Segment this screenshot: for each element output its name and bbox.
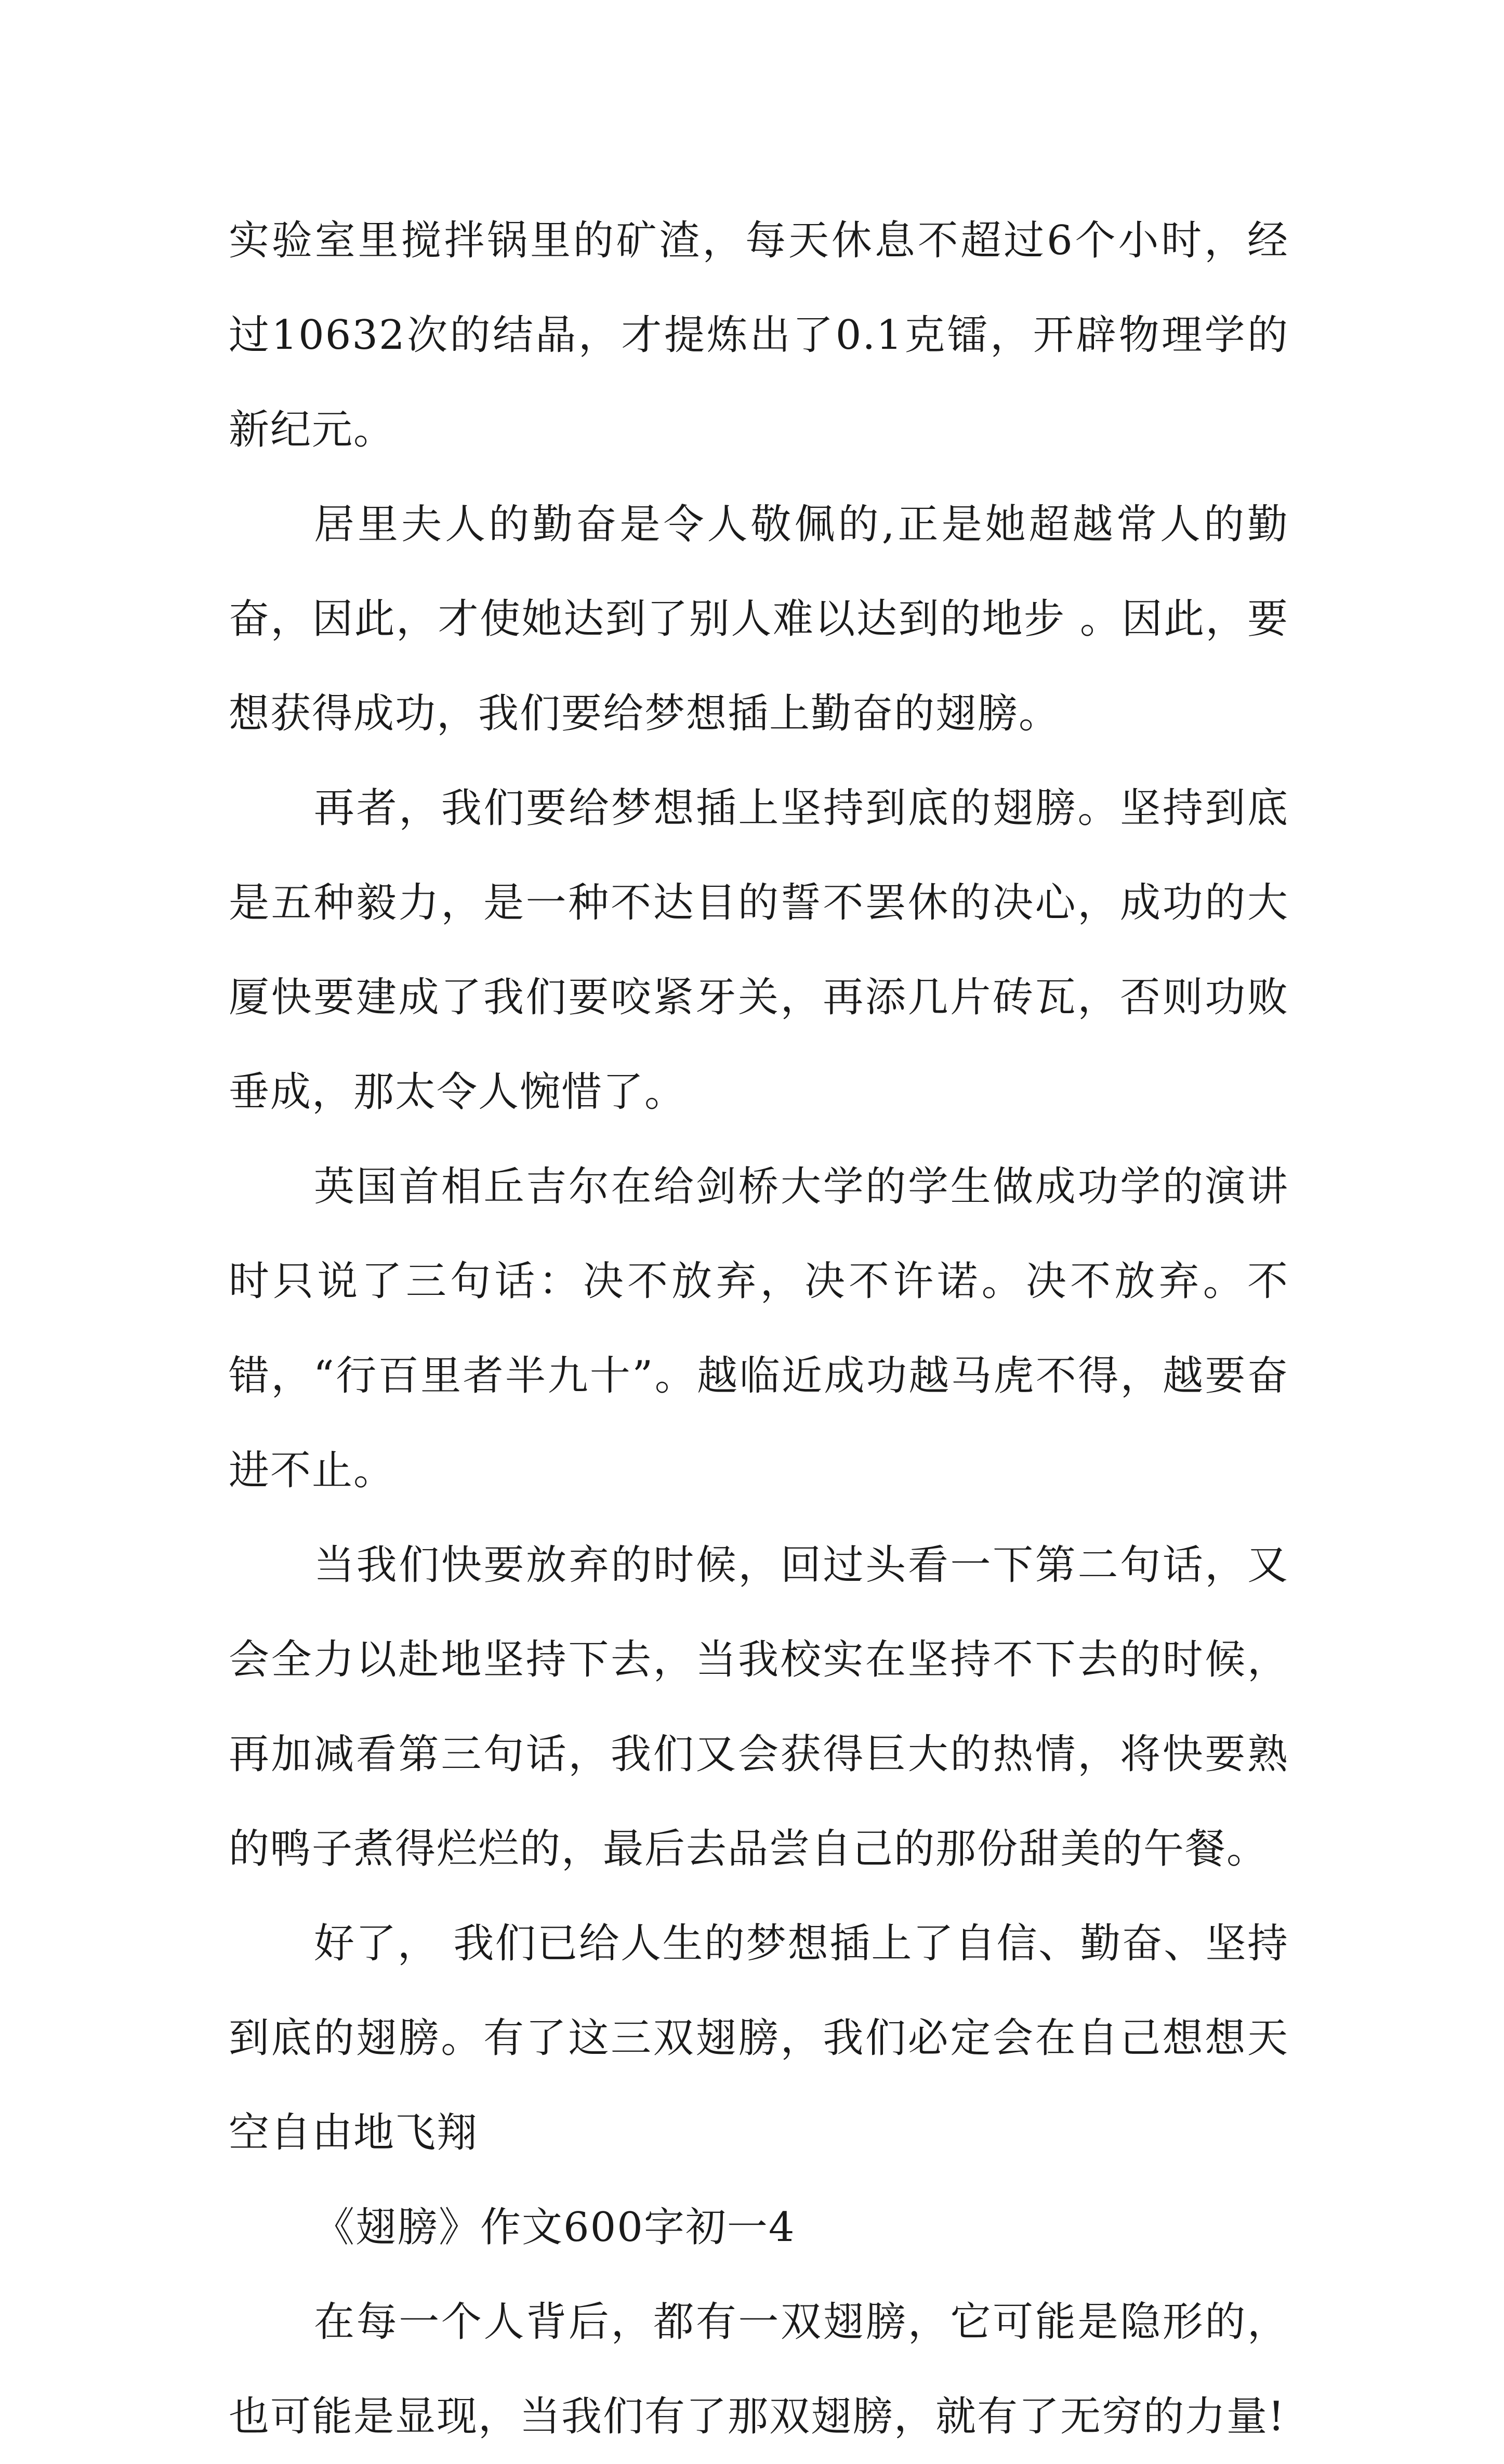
paragraph-continuation: 实验室里搅拌锅里的矿渣，每天休息不超过6个小时，经过10632次的结晶，才提炼出了0.1克镭，开辟物理学的新纪元。 [229, 217, 1289, 453]
paragraph: 当我们快要放弃的时候，回过头看一下第二句话，又会全力以赴地坚持下去，当我校实在坚持不下去的时候，再加减看第三句话，我们又会获得巨大的热情，将快要熟的鸭子煮得烂烂的，最后去品尝自己的那份甜美的午餐。 [229, 1542, 1289, 1872]
paragraph: 在每一个人背后，都有一双翅膀，它可能是隐形的，也可能是显现，当我们有了那双翅膀，就有了无穷的力量! [229, 2299, 1289, 2440]
section-heading: 《翅膀》作文600字初一4 [314, 2204, 796, 2251]
paragraph: 英国首相丘吉尔在给剑桥大学的学生做成功学的演讲时只说了三句话：决不放弃，决不许诺。决不放弃。不错，“行百里者半九十”。越临近成功越马虎不得，越要奋进不止。 [229, 1163, 1289, 1494]
document-body [229, 193, 1289, 2464]
paragraph: 好了， 我们已给人生的梦想插上了自信、勤奋、坚持到底的翅膀。有了这三双翅膀，我们必定会在自己想想天空自由地飞翔 [229, 1920, 1289, 2156]
paragraph: 居里夫人的勤奋是令人敬佩的,正是她超越常人的勤奋，因此，才使她达到了别人难以达到的地步 。因此，要想获得成功，我们要给梦想插上勤奋的翅膀。 [229, 501, 1289, 737]
paragraph: 再者，我们要给梦想插上坚持到底的翅膀。坚持到底是五种毅力，是一种不达目的誓不罢休的决心，成功的大厦快要建成了我们要咬紧牙关，再添几片砖瓦，否则功败垂成，那太令人惋惜了。 [229, 785, 1289, 1116]
